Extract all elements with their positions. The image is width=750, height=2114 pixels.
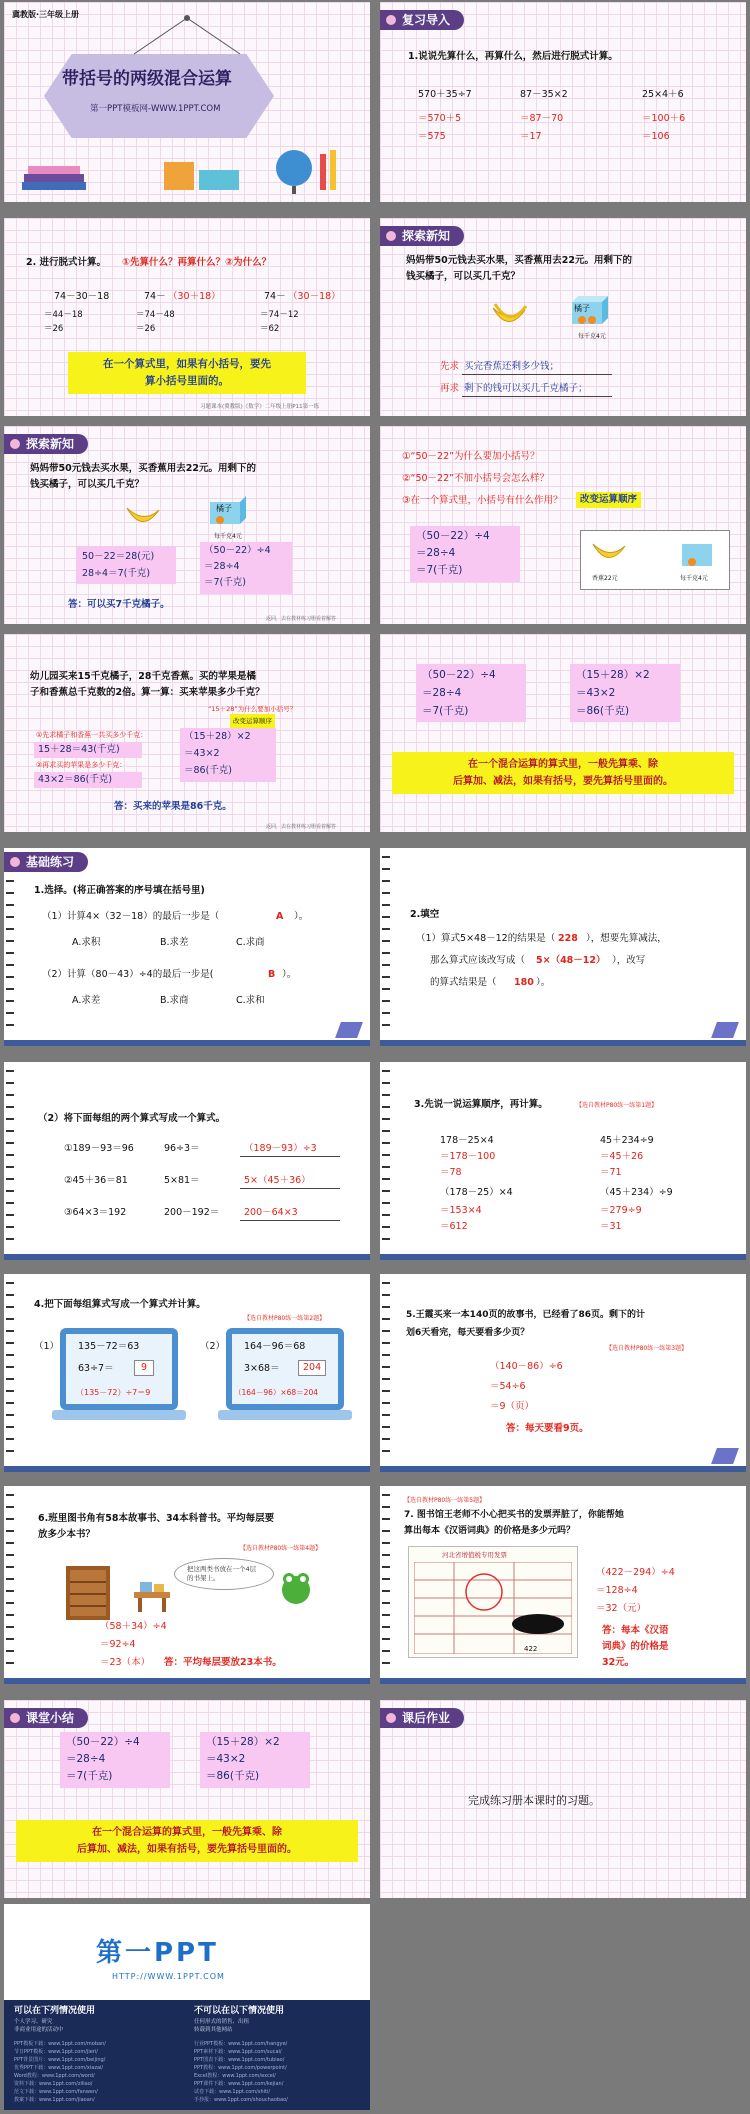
calc-step: ＝74－48 bbox=[136, 310, 175, 320]
problem-line: 钱买橘子，可以买几千克？ bbox=[30, 479, 145, 490]
step-text: 剩下的钱可以买几千克橘子； bbox=[464, 383, 588, 394]
step-label: 再求 bbox=[440, 383, 460, 394]
step-hint: ①先求橘子和香蕉一共买多少千克： bbox=[36, 731, 148, 739]
resource-link[interactable]: PPT教程：www.1ppt.com/powerpoint/ bbox=[194, 2065, 287, 2071]
site-label: 第一PPT模板网-WWW.1PPT.COM bbox=[90, 104, 221, 114]
bottom-bar bbox=[4, 1040, 370, 1046]
answer-2: 5×（48－12） bbox=[536, 955, 606, 966]
banana-icon bbox=[490, 302, 528, 332]
calc-line: 63÷7＝ bbox=[78, 1363, 114, 1374]
source-note: 【选自教材P80练一练第4题】 bbox=[240, 1545, 322, 1552]
title-banner bbox=[44, 54, 274, 138]
rule-note: 在一个算式里，如果有小括号，要先 算小括号里面的。 bbox=[68, 352, 306, 394]
rule-note: 在一个混合运算的算式里，一般先算乘、除 后算加、减法，如果有括号，要先算括号里面的。 bbox=[16, 1820, 358, 1862]
calc-step: （422－294）÷4 bbox=[596, 1567, 675, 1578]
problem-line: 放多少本书？ bbox=[38, 1529, 96, 1540]
calc-step: （50－22）÷4 bbox=[66, 1736, 140, 1748]
calc-step: ＝87－70 bbox=[520, 113, 564, 124]
bottom-bar bbox=[380, 1678, 746, 1684]
homework-text: 完成练习册本课时的习题。 bbox=[468, 1794, 600, 1807]
slide-basic-5 bbox=[4, 1274, 370, 1472]
question: 1.选择。(将正确答案的序号填在括号里) bbox=[34, 885, 205, 896]
calc-step: ＝26 bbox=[136, 324, 156, 334]
monitor-base bbox=[52, 1410, 186, 1420]
resource-link[interactable]: 教案下载：www.1ppt.com/jiaoan/ bbox=[14, 2097, 95, 2103]
answer: 答：可以买7千克橘子。 bbox=[68, 599, 170, 610]
calc-step: （15＋28）×2 bbox=[576, 669, 650, 681]
edition-label: 冀教版·三年级上册 bbox=[12, 10, 80, 19]
underline bbox=[240, 1156, 340, 1157]
calc-step: ＝178－100 bbox=[440, 1151, 496, 1162]
problem-line: 幼儿园买来15千克橘子，28千克香蕉。买的苹果是橘 bbox=[30, 671, 256, 682]
calc-line: （178－25）×4 bbox=[440, 1187, 513, 1198]
bottom-bar bbox=[4, 1678, 370, 1684]
hint: ①先算什么？再算什么？②为什么？ bbox=[122, 257, 272, 268]
calc-line: 164－96＝68 bbox=[244, 1341, 306, 1352]
answer-1: A bbox=[276, 911, 284, 922]
section-tag: 探索新知 bbox=[380, 226, 464, 246]
rule-note: 在一个混合运算的算式里，一般先算乘、除 后算加、减法，如果有括号，要先算括号里面的。 bbox=[392, 752, 734, 794]
item-1: （1）计算4×（32－18）的最后一步是（ bbox=[42, 911, 220, 922]
binder-rings bbox=[382, 856, 390, 1036]
answer-line: 答：每本《汉语 bbox=[602, 1625, 669, 1636]
section-tag: 课后作业 bbox=[380, 1708, 464, 1728]
calc-step: ＝44－18 bbox=[44, 310, 83, 320]
calc-step: ＝7(千克) bbox=[66, 1770, 113, 1782]
slide-basic-1 bbox=[4, 848, 370, 1046]
usage-no-item: 转载到其他网站 bbox=[194, 2027, 233, 2033]
invoice-title: 河北省增值税专用发票 bbox=[442, 1551, 507, 1559]
slide-review bbox=[380, 2, 746, 202]
highlight-answer: 改变运算顺序 bbox=[576, 492, 641, 508]
slide-basic-6 bbox=[380, 1274, 746, 1472]
resource-link[interactable]: Excel教程：www.1ppt.com/excel/ bbox=[194, 2073, 276, 2079]
logo-text: 第一PPT bbox=[96, 1938, 219, 1968]
question: （2）将下面每组的两个算式写成一个算式。 bbox=[38, 1113, 226, 1124]
hanging-string-icon bbox=[132, 14, 242, 56]
calc-step: ＝9（页） bbox=[490, 1401, 535, 1412]
combined-expression: （135－72）÷7＝9 bbox=[76, 1388, 151, 1397]
calc-step: ＝43×2 bbox=[184, 748, 220, 759]
footer: 返回，去在教材练习册看着解答 bbox=[266, 616, 337, 622]
source-note: 【选自教材P80练一练第3题】 bbox=[606, 1345, 688, 1352]
calc-line: 3×68＝ bbox=[244, 1363, 280, 1374]
problem-line: 5.王霞买来一本140页的故事书，已经看了86页。剩下的计 bbox=[406, 1310, 645, 1320]
resource-link[interactable]: PPT背景图片：www.1ppt.com/beijing/ bbox=[14, 2057, 106, 2063]
bottom-bar bbox=[4, 1254, 370, 1260]
problem-line: 妈妈带50元钱去买水果，买香蕉用去22元。用剩下的 bbox=[30, 463, 256, 474]
calc-answer: 9 bbox=[134, 1360, 154, 1376]
calc-step: ＝128÷4 bbox=[596, 1585, 638, 1596]
resource-link[interactable]: Word教程：www.1ppt.com/word/ bbox=[14, 2073, 95, 2079]
book-stack-icon bbox=[130, 1578, 174, 1614]
price-label: 每千克4元 bbox=[680, 575, 708, 582]
slide-class-summary bbox=[4, 1700, 370, 1898]
binder-rings bbox=[382, 1070, 390, 1250]
bottom-bar bbox=[380, 1254, 746, 1260]
answer: 答：平均每层要放23本书。 bbox=[164, 1657, 282, 1668]
calc-bracket: （30－18） bbox=[288, 291, 341, 302]
question-2: ②“50－22”不加小括号会怎么样？ bbox=[402, 473, 550, 484]
calc-step: ＝43×2 bbox=[576, 687, 616, 699]
line-1a: （1）算式5×48－12的结果是（ bbox=[416, 933, 556, 944]
calc-line: 178－25×4 bbox=[440, 1135, 494, 1146]
step-text: 买完香蕉还剩多少钱； bbox=[464, 361, 560, 372]
row-c: 5×（45＋36） bbox=[244, 1175, 311, 1186]
resource-link[interactable]: 资料下载：www.1ppt.com/ziliao/ bbox=[14, 2081, 93, 2087]
problem-line: 6.班里图书角有58本故事书、34本科普书。平均每层要 bbox=[38, 1513, 275, 1524]
answer-3: 180 bbox=[514, 977, 534, 988]
calc-step: ＝7(千克) bbox=[204, 577, 246, 588]
row-a: ③64×3＝192 bbox=[64, 1207, 127, 1218]
calc-step: ＝32（元） bbox=[596, 1603, 647, 1614]
resource-link[interactable]: 手抄报：www.1ppt.com/shouchaobao/ bbox=[194, 2097, 288, 2103]
question-3: ③在一个算式里，小括号有什么作用？ bbox=[402, 495, 563, 506]
answer-line: 32元。 bbox=[602, 1657, 635, 1668]
calc-step: ＝43×2 bbox=[206, 1753, 246, 1765]
combined-expression: （164－96）×68＝204 bbox=[234, 1388, 319, 1397]
logo-url: HTTP://WWW.1PPT.COM bbox=[112, 1972, 225, 1981]
calc-step: ＝28÷4 bbox=[66, 1753, 106, 1765]
link-list-2 bbox=[194, 2040, 364, 2104]
stationery-decoration-icon bbox=[14, 144, 364, 196]
binder-rings bbox=[6, 1070, 14, 1250]
option: C.求和 bbox=[236, 995, 265, 1006]
usage-ok-item: 非商业用途的活动中 bbox=[14, 2027, 64, 2033]
underline bbox=[240, 1220, 340, 1221]
calc-step: ＝28÷4 bbox=[422, 687, 462, 699]
binder-rings bbox=[382, 1494, 390, 1674]
price-label: 每千克4元 bbox=[578, 333, 606, 340]
answer-2: B bbox=[268, 969, 276, 980]
footer: 返回，去在教材练习册看着解答 bbox=[266, 824, 337, 830]
calc-step: ＝86(千克) bbox=[206, 1770, 260, 1782]
calc-step: （140－86）÷6 bbox=[490, 1361, 563, 1372]
bottom-bar bbox=[380, 1040, 746, 1046]
calc-step: ＝86(千克) bbox=[576, 705, 630, 717]
question: 2. 进行脱式计算。 bbox=[26, 257, 107, 268]
link-list-1 bbox=[14, 2040, 184, 2104]
question: 3.先说一说运算顺序，再计算。 bbox=[414, 1099, 548, 1110]
calc-step: 15＋28＝43(千克) bbox=[38, 744, 120, 755]
option: B.求差 bbox=[160, 937, 189, 948]
underline bbox=[240, 1188, 340, 1189]
problem-line: 钱买橘子，可以买几千克？ bbox=[406, 271, 521, 282]
row-b: 5×81＝ bbox=[164, 1175, 200, 1186]
calc-answer: 204 bbox=[298, 1360, 326, 1376]
orange-box-icon bbox=[680, 536, 720, 568]
slide-summary-rule bbox=[380, 634, 746, 832]
binder-rings bbox=[6, 856, 14, 1036]
resource-link[interactable]: PPT模板下载：www.1ppt.com/moban/ bbox=[14, 2041, 106, 2047]
row-a: ②45＋36＝81 bbox=[64, 1175, 128, 1186]
answer: 答：买来的苹果是86千克。 bbox=[114, 801, 232, 812]
calc-step: （15＋28）×2 bbox=[184, 731, 251, 742]
item-1-end: ）。 bbox=[294, 911, 309, 922]
section-tag: 基础练习 bbox=[4, 852, 88, 872]
problem-line: 7. 图书馆王老师不小心把买书的发票弄脏了，你能帮她 bbox=[404, 1510, 624, 1520]
slide-exercise-2 bbox=[4, 218, 370, 416]
slide-title bbox=[4, 2, 370, 202]
slide-basic-7 bbox=[4, 1486, 370, 1684]
calc-step: ＝575 bbox=[418, 131, 446, 142]
calc-line: 74－ bbox=[264, 291, 286, 302]
slide-explore-1 bbox=[380, 218, 746, 416]
page-title: 带括号的两级混合运算 bbox=[62, 69, 232, 89]
row-a: ①189－93＝96 bbox=[64, 1143, 134, 1154]
line-2a: 那么算式应该改写成（ bbox=[430, 955, 526, 966]
calc-step: ＝54÷6 bbox=[490, 1381, 526, 1392]
line-3a: 的算式结果是（ bbox=[430, 977, 497, 988]
why-note: “15＋28”为什么要加小括号？ bbox=[208, 705, 297, 713]
banana-price: 香蕉22元 bbox=[592, 575, 618, 582]
bottom-bar bbox=[4, 1466, 370, 1472]
calc-bracket: （30＋18） bbox=[168, 291, 221, 302]
why-answer: 改变运算顺序 bbox=[230, 714, 275, 728]
usage-ok-title: 可以在下列情况使用 bbox=[14, 2006, 96, 2016]
slide-explore-2 bbox=[4, 426, 370, 624]
underline bbox=[462, 396, 612, 397]
invoice-table-icon bbox=[414, 1562, 572, 1654]
slide-homework bbox=[380, 1700, 746, 1898]
row-b: 200－192＝ bbox=[164, 1207, 220, 1218]
usage-no-item: 任何形式的销售、出租 bbox=[194, 2019, 250, 2025]
calc-step: 28÷4＝7(千克) bbox=[82, 568, 151, 579]
section-tag: 课堂小结 bbox=[4, 1708, 88, 1728]
footer: 习题课本(冀教版)《数学》二年级上册P11第一练 bbox=[200, 404, 320, 410]
calc-line: 87－35×2 bbox=[520, 89, 568, 100]
calc-step: ＝279÷9 bbox=[600, 1205, 642, 1216]
resource-link[interactable]: 节日PPT模板：www.1ppt.com/jieri/ bbox=[14, 2049, 98, 2055]
calc-step: ＝31 bbox=[600, 1221, 622, 1232]
book-icon bbox=[711, 1448, 739, 1464]
line-3c: ）。 bbox=[536, 977, 551, 988]
calc-step: ＝570＋5 bbox=[418, 113, 462, 124]
frog-icon bbox=[278, 1570, 314, 1610]
row-c: 200－64×3 bbox=[244, 1207, 298, 1218]
usage-ok-item: 个人学习、研究 bbox=[14, 2019, 53, 2025]
monitor-base bbox=[218, 1410, 352, 1420]
monitor-number: （2） bbox=[200, 1341, 226, 1352]
bookshelf-icon bbox=[64, 1564, 112, 1622]
speech-bubble: 把这两类书放在一个4层的书架上。 bbox=[174, 1558, 274, 1590]
book-icon bbox=[335, 1022, 363, 1038]
binder-rings bbox=[6, 1494, 14, 1674]
calc-step: ＝26 bbox=[44, 324, 64, 334]
usage-no-title: 不可以在以下情况使用 bbox=[194, 2006, 285, 2016]
answer: 答：每天要看9页。 bbox=[506, 1423, 589, 1434]
box-label: 橘子 bbox=[574, 304, 590, 313]
underline bbox=[462, 374, 612, 375]
calc-step: ＝45＋26 bbox=[600, 1151, 644, 1162]
calc-line: 45＋234÷9 bbox=[600, 1135, 654, 1146]
calc-step: ＝153×4 bbox=[440, 1205, 482, 1216]
calc-step: ＝23（本） bbox=[100, 1657, 151, 1668]
slide-basic-3 bbox=[4, 1062, 370, 1260]
resource-link[interactable]: 范文下载：www.1ppt.com/fanwen/ bbox=[14, 2089, 98, 2095]
calc-line: 74－30－18 bbox=[54, 291, 110, 302]
option: A.求积 bbox=[72, 937, 101, 948]
section-tag: 复习导入 bbox=[380, 10, 464, 30]
calc-step: ＝86(千克) bbox=[184, 765, 233, 776]
question-1: ①“50－22”为什么要加小括号？ bbox=[402, 451, 540, 462]
calc-step: ＝7(千克) bbox=[422, 705, 469, 717]
calc-step: ＝78 bbox=[440, 1167, 462, 1178]
slide-basic-4 bbox=[380, 1062, 746, 1260]
resource-link[interactable]: 优秀PPT下载：www.1ppt.com/xiazai/ bbox=[14, 2065, 104, 2071]
item-2-end: ）。 bbox=[282, 969, 297, 980]
resource-link[interactable]: PPT课件下载：www.1ppt.com/kejian/ bbox=[194, 2081, 284, 2087]
calc-step: （15＋28）×2 bbox=[206, 1736, 280, 1748]
line-2c: ），改写 bbox=[612, 955, 646, 966]
calc-step: 50－22＝28(元) bbox=[82, 551, 155, 562]
calc-step: （50－22）÷4 bbox=[422, 669, 496, 681]
step-hint: ②再求买的苹果是多少千克： bbox=[36, 761, 127, 769]
calc-step: ＝100＋6 bbox=[642, 113, 686, 124]
problem-line: 算出每本《汉语词典》的价格是多少元吗？ bbox=[404, 1526, 576, 1536]
bottom-bar bbox=[380, 1466, 746, 1472]
line-1c: ），想要先算减法， bbox=[586, 933, 667, 944]
price-label: 每千克4元 bbox=[214, 533, 242, 540]
calc-step: ＝62 bbox=[260, 324, 280, 334]
calc-step: ＝106 bbox=[642, 131, 670, 142]
resource-link[interactable]: 试卷下载：www.1ppt.com/shiti/ bbox=[194, 2089, 271, 2095]
calc-step: ＝7(千克) bbox=[416, 564, 463, 576]
ad-panel bbox=[4, 1904, 370, 2110]
option: A.求差 bbox=[72, 995, 101, 1006]
answer-line: 词典》的价格是 bbox=[602, 1641, 669, 1652]
problem-line: 子和香蕉总千克数的2倍。算一算：买来苹果多少千克？ bbox=[30, 687, 265, 698]
calc-step: ＝92÷4 bbox=[100, 1639, 136, 1650]
calc-line: （45＋234）÷9 bbox=[600, 1187, 673, 1198]
source-note: 【选自教材P80练一练第2题】 bbox=[244, 1315, 326, 1322]
item-2: （2）计算（80－43）÷4的最后一步是( bbox=[42, 969, 214, 980]
binder-rings bbox=[6, 1282, 14, 1462]
step-label: 先求 bbox=[440, 361, 460, 372]
banana-icon bbox=[590, 538, 628, 568]
slide-basic-8 bbox=[380, 1486, 746, 1684]
slide-example-2 bbox=[4, 634, 370, 832]
invoice-amount: 422 bbox=[524, 1645, 538, 1653]
row-c: （189－93）÷3 bbox=[244, 1143, 317, 1154]
calc-step: ＝612 bbox=[440, 1221, 468, 1232]
calc-step: 43×2＝86(千克) bbox=[38, 774, 113, 785]
binder-rings bbox=[382, 1282, 390, 1462]
resource-link[interactable]: PPT素材下载：www.1ppt.com/sucai/ bbox=[194, 2049, 282, 2055]
section-tag: 探索新知 bbox=[4, 434, 88, 454]
calc-step: （58＋34）÷4 bbox=[100, 1621, 167, 1632]
calc-line: 135－72＝63 bbox=[78, 1341, 140, 1352]
calc-step: ＝71 bbox=[600, 1167, 622, 1178]
problem-line: 妈妈带50元钱去买水果，买香蕉用去22元。用剩下的 bbox=[406, 255, 632, 266]
calc-step: ＝28÷4 bbox=[416, 547, 456, 559]
calc-step: ＝17 bbox=[520, 131, 542, 142]
calc-step: ＝74－12 bbox=[260, 310, 299, 320]
source-note: 【选自教材P80练一练第5题】 bbox=[404, 1497, 486, 1504]
row-b: 96÷3＝ bbox=[164, 1143, 200, 1154]
calc-step: （50－22）÷4 bbox=[204, 545, 271, 556]
question: 4.把下面每组算式写成一个算式并计算。 bbox=[34, 1299, 206, 1310]
book-icon bbox=[711, 1022, 739, 1038]
calc-line: 25×4＋6 bbox=[642, 89, 684, 100]
calc-step: ＝28÷4 bbox=[204, 561, 240, 572]
option: B.求商 bbox=[160, 995, 189, 1006]
option: C.求商 bbox=[236, 937, 265, 948]
banana-icon bbox=[124, 502, 162, 532]
answer-1: 228 bbox=[558, 933, 578, 944]
slide-questions bbox=[380, 426, 746, 624]
slide-basic-2 bbox=[380, 848, 746, 1046]
question: 2.填空 bbox=[410, 909, 440, 920]
calc-step: （50－22）÷4 bbox=[416, 530, 490, 542]
monitor-number: （1） bbox=[34, 1341, 60, 1352]
resource-link[interactable]: 行业PPT模板：www.1ppt.com/hangye/ bbox=[194, 2041, 288, 2047]
problem-line: 划6天看完，每天要看多少页？ bbox=[406, 1328, 530, 1338]
resource-link[interactable]: PPT图表下载：www.1ppt.com/tubiao/ bbox=[194, 2057, 285, 2063]
calc-line: 74－ bbox=[144, 291, 166, 302]
question: 1.说说先算什么，再算什么，然后进行脱式计算。 bbox=[408, 51, 618, 62]
source-note: 【选自教材P80练一练第1题】 bbox=[576, 1102, 658, 1109]
calc-line: 570＋35÷7 bbox=[418, 89, 472, 100]
box-label: 橘子 bbox=[216, 504, 232, 513]
